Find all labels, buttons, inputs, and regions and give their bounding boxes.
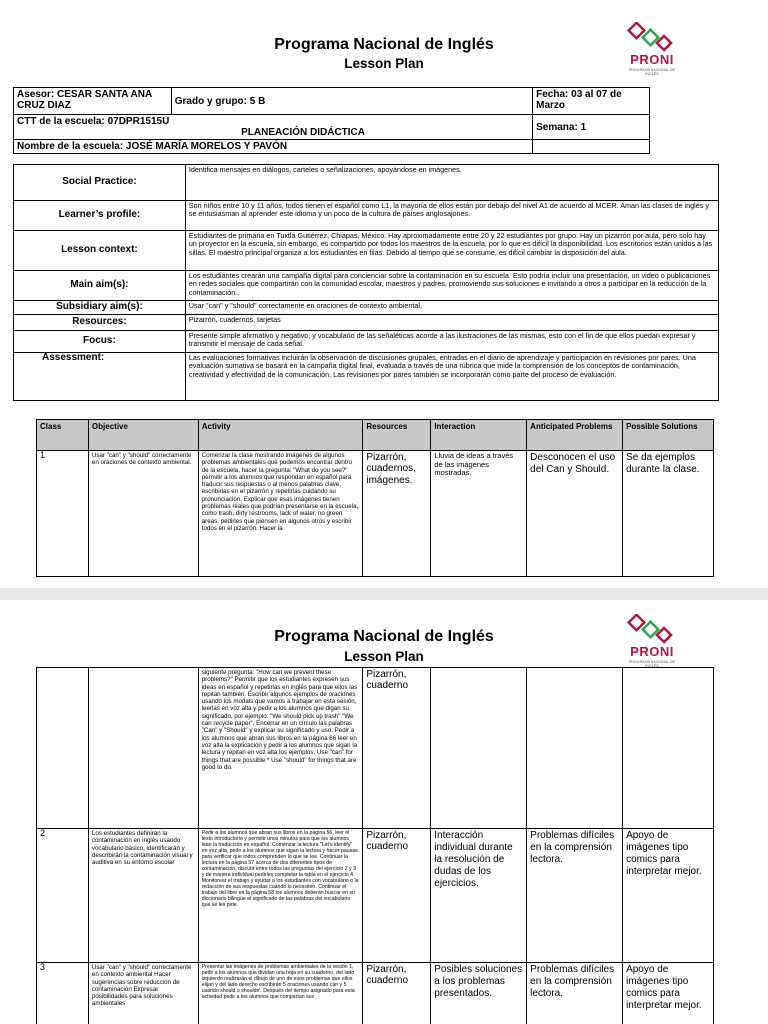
col-interaction: Interaction (431, 420, 527, 451)
activity-cell: Presentar las imágenes de problemas ambientales de la sesión 1, pedir a los alumnos que dividan una hoja en su cuaderno, del lado izquierdo realizarán el dibujo de uno de esos problemas que ellos elijan y del lado derecho escribirán 5 oraciones usando can y 5 usando should o shouldn'. Después del tiempo asignado para esta actividad pedir a los alumnos que compartan sus (198, 963, 363, 1024)
resources-label: Resources: (14, 315, 186, 331)
col-activity: Activity (198, 420, 363, 451)
objective-cell: Usar "can" y "should" correctamente en contexto ambiental Hacer sugerencias sobre reducción de contaminación Expresar posibilidades para soluciones ambientales (88, 963, 198, 1024)
activity-cell: Pedir a los alumnos que abran sus libros en la página 56, leer el texto introductorio y permitir unos minutos para que los alumnos lean la traducción en español. Comenzar la lectura "Let's identify" en voz alta, pedir a los alumnos que sigan la lectura y hacer pausas para verificar que todos comprenden lo que se lee. Continuar la lectura en la página 57 acerca de dos diferentes tipos de contaminación, discutir entre todos las preguntas del ejercicio 2 y 3 y de manera individual pedirles completar la tabla en el ejercicio 4. Monitorear el trabajo y ayudar a los estudiantes con vocabulario o la redacción de sus respuestas cuando lo necesiten. Continuar el trabajo del libro en la página 58 los alumnos deberán buscar en su diccionario bilingüe el significado de las palabras del vocabulario que se les pide. (198, 829, 363, 963)
objective-cell: Usar "can" y "should" correctamente en oraciones de contexto ambiental. (88, 451, 198, 577)
resources-cell: Pizarrón, cuaderno (363, 668, 431, 829)
logo-subtext: PROGRAMA NACIONAL DE INGLÉS (629, 68, 675, 77)
resources-cell: Pizarrón, cuaderno (363, 963, 431, 1024)
ctt-text: CTT de la escuela: 07DPR1515U (17, 116, 170, 127)
document-subtitle: Lesson Plan (344, 56, 424, 71)
objective-cell (88, 668, 198, 829)
problems-cell: Problemas difíciles en la comprensión lectora. (527, 963, 623, 1024)
ctt-cell (14, 115, 533, 140)
class-number: 1 (37, 451, 89, 577)
resources-cell: Pizarrón, cuaderno (363, 829, 431, 963)
social-practice-label: Social Practice: (14, 165, 186, 201)
solutions-cell: Apoyo de imágenes tipo comics para interpretar mejor. (623, 963, 714, 1024)
class-number (37, 668, 89, 829)
logo-word: PRONI (630, 644, 674, 659)
asesor-cell: Asesor: CESAR SANTA ANA CRUZ DIAZ (14, 88, 172, 115)
lesson-plan-table-page2 (36, 667, 714, 1024)
problems-cell: Problemas difíciles en la comprensión lectora. (527, 829, 623, 963)
planeacion-text: PLANEACIÓN DIDÁCTICA (241, 127, 365, 138)
focus-label: Focus: (14, 331, 186, 353)
problems-cell (527, 668, 623, 829)
learners-profile-text: Son niños entre 10 y 11 años, todos tienen el español como L1, la mayoría de ellos están por debajo del nivel A1 de acuerdo al MCER. Aman las clases de inglés y se entusiasman al aprender este idioma y un poco de la cultura de países anglosajones. (185, 201, 718, 231)
class-number: 2 (37, 829, 89, 963)
focus-text: Presente simple afirmativo y negativo, y vocabulario de las señaléticas acorde a las ilustraciones de las mismas, esto con el fin de que ellos puedan expresar y transmitir el mensaje de cada señal. (185, 331, 718, 353)
logo-subtext: PROGRAMA NACIONAL DE INGLÉS (629, 660, 675, 669)
document-title: Programa Nacional de Inglés (274, 36, 494, 53)
solutions-cell: Apoyo de imágenes tipo comics para interpretar mejor. (623, 829, 714, 963)
lesson-context-table (13, 164, 719, 401)
fecha-cell: Fecha: 03 al 07 de Marzo (533, 88, 650, 115)
col-objective: Objective (88, 420, 198, 451)
proni-logo-icon (622, 614, 682, 644)
resources-text: Pizarrón, cuadernos, tarjetas (185, 315, 718, 331)
social-practice-text: Identifica mensajes en diálogos, carteles o señalizaciones, apoyándose en imágenes. (185, 165, 718, 201)
lesson-context-text: Estudiantes de primaria en Tuxtla Gutiérrez, Chiapas, México. Hay aproximadamente entre 20 y 22 estudiantes por grupo. Hay un pizarrón por aula, pero solo hay un proyector en la escuela, sin embargo, es compartido por todos los maestros de la escuela, por lo que es difícil la disponibilidad. Los escritorios están unidos a las sillas. El maestro principal organiza a los estudiantes en filas. Debido al tiempo que se consume, es difícil cambiar la disposición del aula. (185, 231, 718, 271)
document-subtitle-page2: Lesson Plan (344, 649, 424, 664)
empty-cell (533, 140, 650, 154)
main-aims-text: Los estudiantes crearán una campaña digital para concienciar sobre la contaminación en su escuela. Esto podría incluir una presentación, un video o publicaciones en redes sociales que compartirán con la comunidad escolar, maestros y padres, promoviendo sus soluciones e invitando a otros a participar en la reducción de la contaminación.. (185, 271, 718, 301)
lesson-plan-table-page1 (36, 419, 714, 577)
escuela-cell: Nombre de la escuela: JOSÉ MARÍA MORELOS Y PAVÓN (14, 140, 533, 154)
interaction-cell: Interacción individual durante la resolución de dudas de los ejercicios. (431, 829, 527, 963)
table-row (37, 829, 714, 963)
main-aims-label: Main aim(s): (14, 271, 186, 301)
grado-cell: Grado y grupo: 5 B (171, 88, 532, 115)
interaction-cell: Lluvia de ideas a través de las imágenes mostradas. (431, 451, 527, 577)
interaction-cell: Posibles soluciones a los problemas presentados. (431, 963, 527, 1024)
col-resources: Resources (363, 420, 431, 451)
assessment-label: Assessment: (14, 353, 186, 401)
col-class: Class (37, 420, 89, 451)
problems-cell: Desconocen el uso del Can y Should. (527, 451, 623, 577)
proni-logo-icon (622, 22, 682, 52)
lesson-context-label: Lesson context: (14, 231, 186, 271)
col-anticipated-problems: Anticipated Problems (527, 420, 623, 451)
logo-word: PRONI (630, 52, 674, 67)
learners-profile-label: Learner’s profile: (14, 201, 186, 231)
objective-cell: Los estudiantes definirán la contaminación en inglés usando vocabulario básico, identificarán y describirán la contaminación visual y auditiva en su entorno escolar (88, 829, 198, 963)
interaction-cell (431, 668, 527, 829)
semana-cell: Semana: 1 (533, 115, 650, 140)
subsidiary-aims-label: Subsidiary aim(s): (14, 301, 186, 315)
resources-cell: Pizarrón, cuadernos, imágenes. (363, 451, 431, 577)
col-possible-solutions: Possible Solutions (623, 420, 714, 451)
solutions-cell (623, 668, 714, 829)
document-title-page2: Programa Nacional de Inglés (274, 628, 494, 645)
activity-cell: Comenzar la clase mostrando imágenes de algunos problemas ambientales que podemos encontrar dentro de la escuela, hacer la pregunta: "What do you see?" permitir a los alumnos que respondan en español para traducir sus respuestas o al menos palabras clave, escribirlas en el pizarrón y repetirlas cuidando su pronunciación. Explicar que esas imágenes tienen problemas reales que podrían presentarse en la escuela, como trash, dirty restrooms, lack of water, no green areas, pedirles que piensen en algunos otros y escribir todos en el pizarrón. Hacer la (198, 451, 363, 577)
table-row (37, 963, 714, 1024)
class-number: 3 (37, 963, 89, 1024)
table-row (37, 451, 714, 577)
page-2 (0, 600, 768, 1024)
activity-cell: siguiente pregunta: "How can we prevent these problems?" Permitir que los estudiantes expresen sus ideas en español y repetirlas en inglés para que ellos las repitan también. Escribir algunos ejemplos de oraciones usando los modals que vamos a trabajar en esta sesión, leerlas en voz alta y pedir a los alumnos que digan su significado, por ejemplo: "We should pick up trash" "We can recycle paper". Encerrar en un círculo las palabras "Can" y "Should" y explicar su significado y uso. Pedir a los alumnos que abran sus libros en la página 66 leer en voz alta la explicación y pedir a los alumnos que sigan la lectura y repitan en voz alta los ejemplos. Use "can" for things that are possible * Use "should" for things that are good to do. (198, 668, 363, 829)
table-row (37, 668, 714, 829)
assessment-text: Las evaluaciones formativas incluirán la observación de discusiones grupales, entradas en el diario de aprendizaje y participación en revisiones por pares. Una evaluación sumativa se basará en la campaña digital final, evaluada a través de una rúbrica que mide la comprensión de los conceptos de contaminación, creatividad y efectividad de la comunicación. Las revisiones por pares también se incorporarán como parte del proceso de evaluación. (185, 353, 718, 401)
proni-logo (622, 22, 682, 84)
subsidiary-aims-text: Usar "can" y "should" correctamente en oraciones de contexto ambiental. (185, 301, 718, 315)
school-info-table (13, 87, 650, 154)
solutions-cell: Se da ejemplos durante la clase. (623, 451, 714, 577)
